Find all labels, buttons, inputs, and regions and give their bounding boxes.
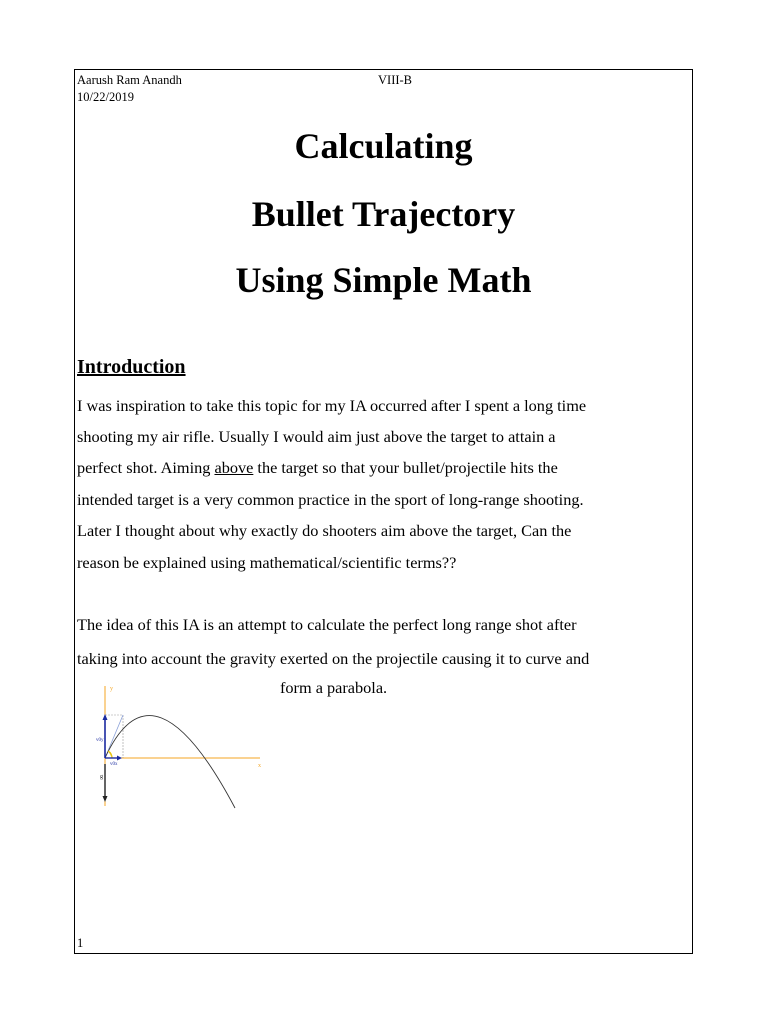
trajectory-parabola [105, 716, 235, 808]
underlined-word: above [214, 458, 254, 477]
paragraph-line: I was inspiration to take this topic for my IA occurred after I spent a long time [77, 396, 587, 415]
paragraph-line: intended target is a very common practice in the sport of long-range shooting. [77, 490, 584, 509]
x-axis-label: x [258, 763, 261, 769]
page-number: 1 [77, 936, 84, 950]
paragraph-line: form a parabola. [280, 678, 388, 697]
y-axis-label: y [110, 686, 113, 692]
paragraph-line: Later I thought about why exactly do shooters aim above the target, Can the [77, 521, 572, 540]
gravity-arrowhead [103, 796, 108, 802]
title-line-2: Bullet Trajectory [251, 194, 516, 234]
paragraph-line [77, 458, 558, 478]
projectile-diagram [98, 678, 268, 810]
author-name: Aarush Ram Anandh [77, 73, 182, 87]
introduction-heading: Introduction [77, 356, 186, 378]
v0x-label: v0x [110, 762, 118, 767]
paragraph-line: taking into account the gravity exerted on the projectile causing it to curve and [77, 649, 590, 668]
date: 10/22/2019 [77, 90, 134, 104]
paragraph-line: reason be explained using mathematical/scientific terms?? [77, 553, 457, 572]
text-run: perfect shot. Aiming [77, 458, 215, 477]
text-run: the target so that your bullet/projectile hits the [253, 458, 558, 477]
v0y-label: v0y [96, 738, 104, 743]
paragraph-line: shooting my air rifle. Usually I would aim just above the target to attain a [77, 427, 556, 446]
class-label: VIII-B [378, 73, 413, 87]
title-line-1: Calculating [294, 126, 473, 166]
gravity-label: g [100, 774, 103, 780]
title-line-3: Using Simple Math [235, 260, 532, 300]
paragraph-line: The idea of this IA is an attempt to calculate the perfect long range shot after [77, 615, 577, 634]
v0x-arrowhead [117, 756, 122, 761]
launch-angle-arc [108, 751, 112, 758]
